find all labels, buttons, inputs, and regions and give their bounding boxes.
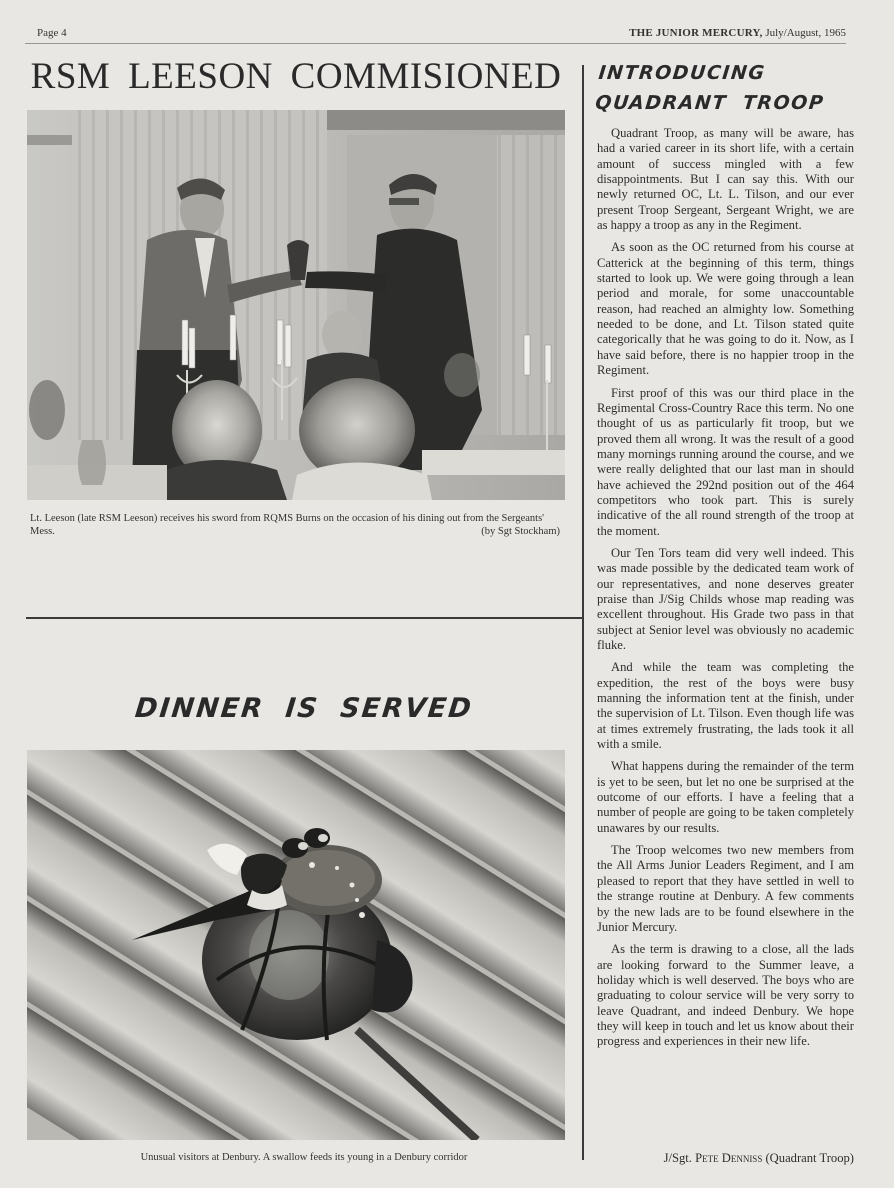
article-paragraph: What happens during the remainder of the term is yet to be seen, but let no one be surprised at the outcome of our efforts. I have a feeling that a number of people are going to be taken completely unawares by our results. <box>597 759 854 835</box>
article-paragraph: Our Ten Tors team did very well indeed. This was made possible by the dedicated team work of our representatives, and none deserves greater praise than J/Sig Childs whose map reading was excellent throughout. His Grade two pass in that subject at Senior level was obviously no academic fluke. <box>597 545 854 652</box>
headline-dinner-is-served: DINNER IS SERVED <box>133 693 475 724</box>
signature-rank: J/Sgt. <box>663 1151 692 1165</box>
photo-swallow-nest-image <box>27 750 565 1140</box>
masthead: THE JUNIOR MERCURY, <box>629 27 763 39</box>
running-header <box>25 24 846 44</box>
article-paragraph: As soon as the OC returned from his course at Catterick at the beginning of this term, things started to look up. We were going through a lean period and morale, for some unaccountable reason, had reached an almighty low. Something needed to be done, and Lt. Tilson stated quite categorically that he was going to do it. Now, as I have said before, there is no happier troop in the Regiment. <box>597 240 854 378</box>
article-paragraph: The Troop welcomes two new members from the All Arms Junior Leaders Regiment, and I am pleased to report that they have settled in well to the strange routine at Denbury. A few comments by the new lads are to be found elsewhere in the Junior Mercury. <box>597 843 854 934</box>
signature-name: Pete Denniss <box>695 1151 763 1165</box>
headline-line-1: INTRODUCING <box>597 62 767 84</box>
article-paragraph: First proof of this was our third place in the Regimental Cross-Country Race this term. No one thought of us as particularly fit troop, but we proved them all wrong. It was the result of a good many mornings running around the course, and we were really delighted that our last man in should have achieved the 292nd position out of the 464 competitors who took part. This is surely indicative of the all round strength of the troop at the moment. <box>597 385 854 538</box>
publication-info <box>629 27 846 39</box>
photo-caption-swallow: Unusual visitors at Denbury. A swallow feeds its young in a Denbury corridor <box>140 1152 468 1163</box>
headline-introducing-quadrant-troop <box>594 58 890 118</box>
article-quadrant-troop <box>597 126 854 1057</box>
photo-swallow-nest <box>27 750 565 1140</box>
article-paragraph: As the term is drawing to a close, all the lads are looking forward to the Summer leave, a holiday which is well deserved. The boys who are graduating to colour service will be very sorry to leave Quadrant, and indeed Denbury. We hope they will keep in touch and let us know about their progress and experiences in their new life. <box>597 942 854 1049</box>
signature-unit: (Quadrant Troop) <box>765 1151 854 1165</box>
caption-text: Lt. Leeson (late RSM Leeson) receives his sword from RQMS Burns on the occasion of his dining out from the Sergeants' Mess. <box>30 513 545 537</box>
article-signature <box>597 1151 854 1166</box>
article-paragraph: And while the team was completing the expedition, the rest of the boys were busy manning the information tent at the finish, under the supervision of Lt. Tilson. Even though life was at times extremely frustrating, the lads took it all with a smile. <box>597 660 854 752</box>
page-number: Page 4 <box>37 27 67 39</box>
photo-credit: (by Sgt Stockham) <box>481 526 560 537</box>
photo-dining-out <box>27 110 565 500</box>
header-rule <box>25 43 846 44</box>
section-rule <box>26 617 582 619</box>
photo-dining-out-image <box>27 110 565 500</box>
column-divider <box>582 65 584 1160</box>
issue-date: July/August, 1965 <box>765 27 846 39</box>
photo-caption-dining-out <box>30 512 560 538</box>
article-paragraph: Quadrant Troop, as many will be aware, has had a varied career in its short life, with a certain amount of success mingled with a few disappointments. But I can say this. With our newly returned OC, Lt. L. Tilson, and our ever present Troop Sergeant, Sergeant Wright, we are as happy a troop as any in the Regiment. <box>597 126 854 233</box>
headline-line-2: QUADRANT TROOP <box>594 92 826 114</box>
headline-rsm-leeson: RSM LEESON COMMISIONED <box>30 56 562 97</box>
